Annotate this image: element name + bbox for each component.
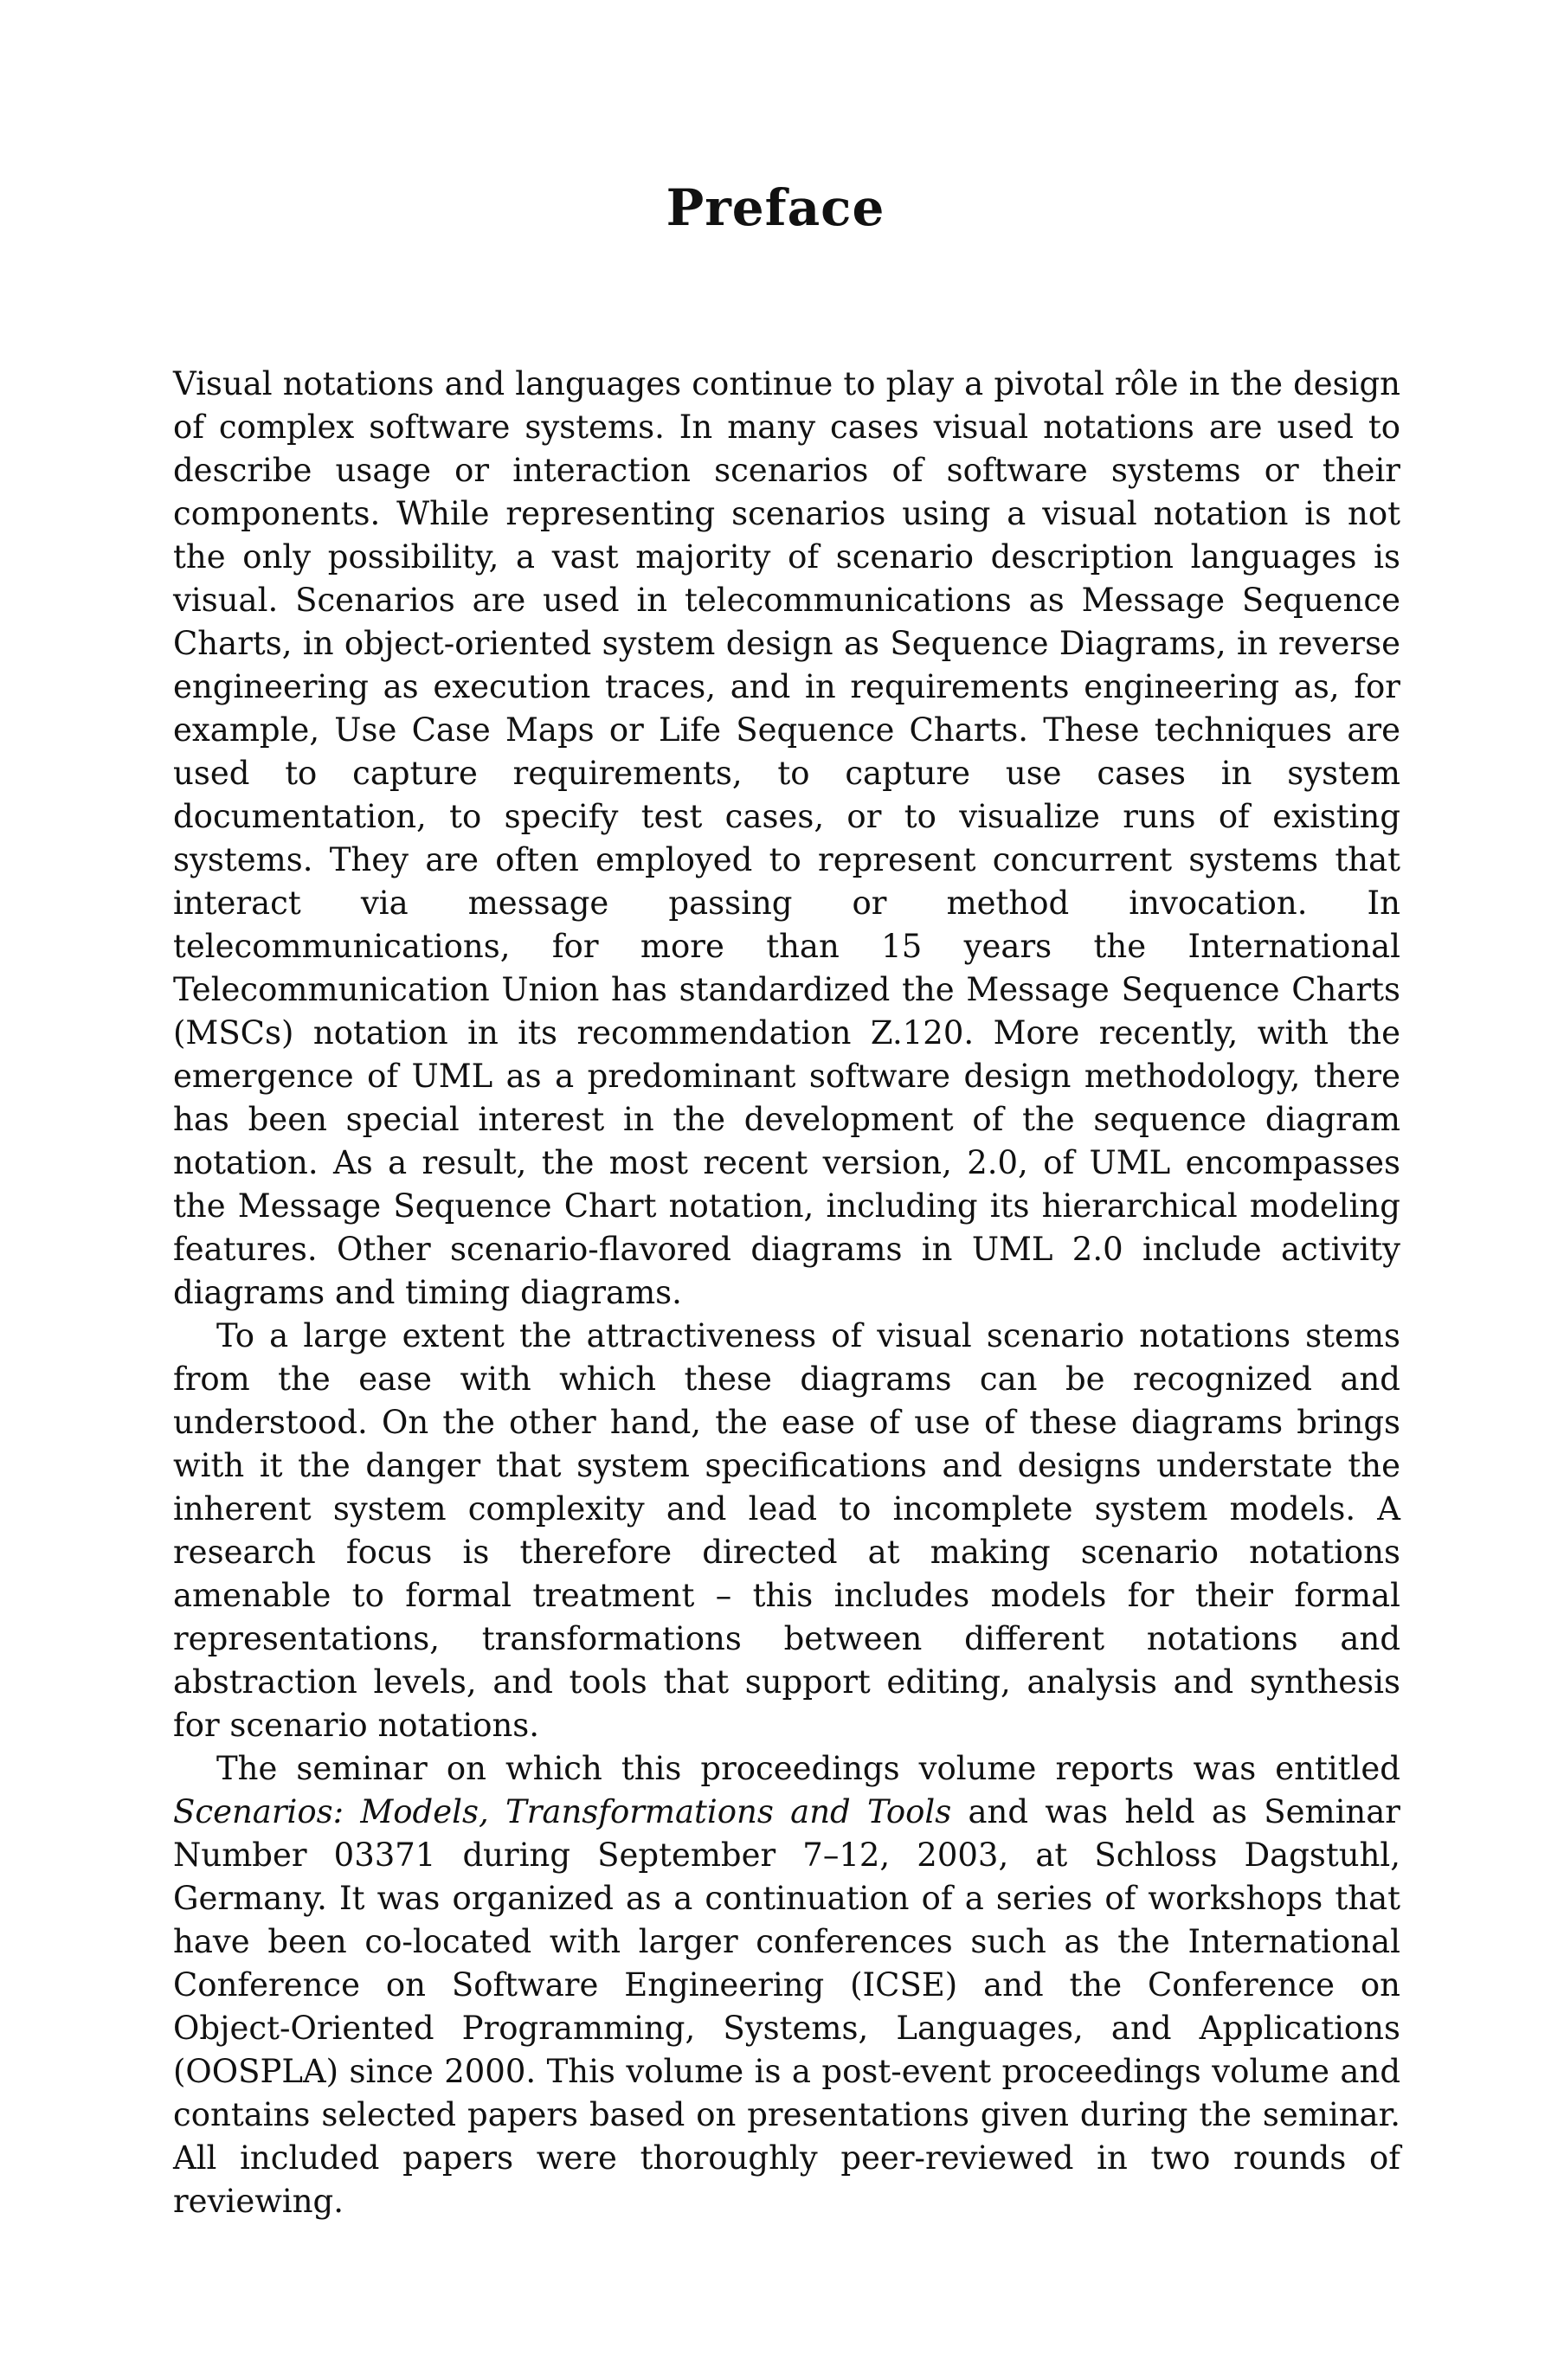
paragraph-3-rest: and was held as Seminar Number 03371 during September 7–12, 2003, at Schloss Dagstuhl, Germany. It was organized as a continuation of a series of workshops that have been co-located with larger conferences such as the International Conference on Software Engineering (ICSE) and the Conference on Object-Oriented Programming, Systems, Languages, and Applications (OOSPLA) since 2000. This volume is a post-event proceedings volume and contains selected papers based on presentations given during the seminar. All included papers were thoroughly peer-reviewed in two rounds of reviewing. [173,1793,1400,2220]
page-title: Preface [666,178,885,237]
preface-body [173,363,1400,2223]
seminar-title: Scenarios: Models, Transformations and Tools [173,1793,952,1830]
paragraph-1: Visual notations and languages continue to play a pivotal rôle in the design of complex software systems. In many cases visual notations are used to describe usage or interaction scenarios of software systems or their components. While representing scenarios using a visual notation is not the only possibility, a vast majority of scenario description languages is visual. Scenarios are used in telecommunications as Message Sequence Charts, in object-oriented system design as Sequence Diagrams, in reverse engineering as execution traces, and in requirements engineering as, for example, Use Case Maps or Life Sequence Charts. These techniques are used to capture requirements, to capture use cases in system documentation, to specify test cases, or to visualize runs of existing systems. They are often employed to represent concurrent systems that interact via message passing or method invocation. In telecommunications, for more than 15 years the International Telecommunication Union has standardized the Message Sequence Charts (MSCs) notation in its recommendation Z.120. More recently, with the emergence of UML as a predominant software design methodology, there has been special interest in the development of the sequence diagram notation. As a result, the most recent version, 2.0, of UML encompasses the Message Sequence Chart notation, including its hierarchical modeling features. Other scenario-flavored diagrams in UML 2.0 include activity diagrams and timing diagrams. [173,365,1400,1311]
paragraph-2: To a large extent the attractiveness of visual scenario notations stems from the ease with which these diagrams can be recognized and understood. On the other hand, the ease of use of these diagrams brings with it the danger that system specifications and designs understate the inherent system complexity and lead to incomplete system models. A research focus is therefore directed at making scenario notations amenable to formal treatment – this includes models for their formal representations, transformations between different notations and abstraction levels, and tools that support editing, analysis and synthesis for scenario notations. [173,1317,1400,1744]
paragraph-3-intro: The seminar on which this proceedings volume reports was entitled [216,1750,1400,1787]
paragraph-3 [173,1747,1400,2223]
